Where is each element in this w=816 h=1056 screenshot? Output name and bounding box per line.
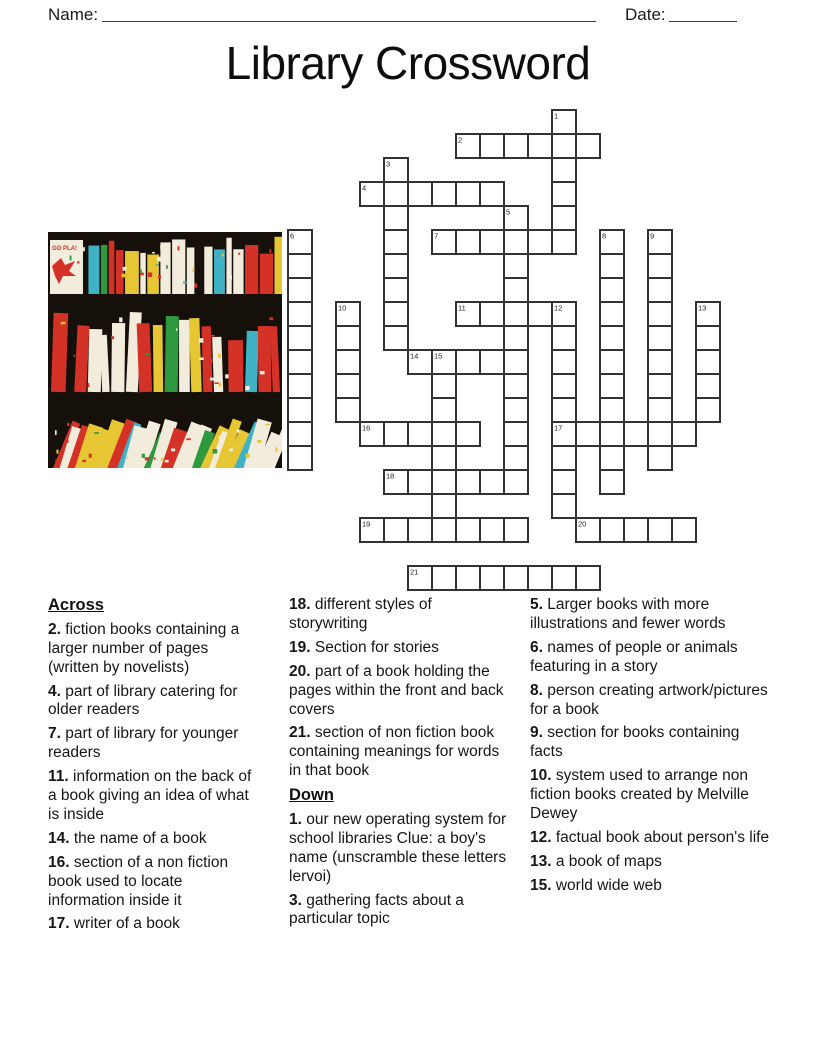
clue-column-middle [289,596,513,934]
clue-number-label: 5. [530,596,548,613]
grid-number: 4 [362,183,367,193]
clue-item-19: 19. Section for stories [289,638,439,656]
grid-cell [504,566,528,590]
grid-cell [384,326,408,350]
grid-cell [600,398,624,422]
grid-cell [600,422,624,446]
grid-cell [624,422,648,446]
clue-item-4: 4. part of library catering for older readers [48,682,238,719]
grid-cell [456,230,480,254]
grid-number: 10 [338,303,347,313]
grid-cell [528,302,552,326]
grid-cell [504,518,528,542]
grid-cell [552,326,576,350]
grid-number: 3 [386,159,391,169]
date-line [669,21,737,22]
grid-number: 21 [410,567,419,577]
grid-cell [408,182,432,206]
grid-cell [456,350,480,374]
clues-heading-across: Across [48,596,104,614]
clue-item-13: 13. a book of maps [530,852,662,870]
grid-number: 20 [578,519,587,529]
grid-cell [624,518,648,542]
grid-cell [504,326,528,350]
grid-cell [456,518,480,542]
clue-number-label: 4. [48,682,66,700]
grid-cell [552,566,576,590]
grid-cell [552,494,576,518]
clue-item-18: 18. different styles of storywriting [289,596,432,632]
name-line [102,21,596,22]
clue-number-label: 16. [48,853,74,871]
grid-cell [504,278,528,302]
grid-cell [288,278,312,302]
grid-cell [432,182,456,206]
grid-number: 11 [458,303,466,313]
grid-cell [648,278,672,302]
clue-item-14: 14. the name of a book [48,829,207,847]
clue-item-5: 5. Larger books with more illustrations and fewer words [530,596,726,632]
clue-number-label: 2. [48,620,66,638]
clue-item-15: 15. world wide web [530,876,662,894]
clue-item-10: 10. system used to arrange non fiction books created by Melville Dewey [530,767,749,823]
clue-number-label: 1. [289,810,307,828]
clue-item-3: 3. gathering facts about a particular topic [289,891,464,928]
clue-number-label: 10. [530,767,556,785]
grid-cell [456,422,480,446]
grid-cell [384,278,408,302]
grid-cell [696,326,720,350]
grid-cell [528,566,552,590]
clue-item-21: 21. section of non fiction book containing meanings for words in that book [289,724,500,780]
grid-cell [432,566,456,590]
clue-item-6: 6. names of people or animals featuring in a story [530,638,738,675]
clue-number-label: 19. [289,638,315,656]
grid-cell [456,566,480,590]
grid-cell [600,278,624,302]
crossword-grid [286,108,723,593]
grid-cell [552,470,576,494]
clue-number-label: 9. [530,724,548,742]
clue-column-down [530,596,776,901]
grid-cell [432,398,456,422]
grid-number: 9 [650,231,655,241]
grid-cell [336,350,360,374]
grid-cell [528,134,552,158]
grid-cell [336,326,360,350]
grid-cell [480,518,504,542]
grid-number: 14 [410,351,419,361]
clue-item-12: 12. factual book about person's life [530,828,770,846]
grid-cell [648,398,672,422]
grid-cell [552,134,576,158]
grid-cell [504,134,528,158]
clue-number-label: 11. [48,768,73,786]
grid-cell [480,230,504,254]
grid-cell [336,374,360,398]
grid-cell [288,422,312,446]
grid-cell [504,446,528,470]
grid-cell [648,326,672,350]
grid-cell [480,134,504,158]
grid-cell [480,350,504,374]
grid-cell [696,350,720,374]
grid-cell [600,302,624,326]
clue-number-label: 6. [530,638,548,656]
grid-cell [576,566,600,590]
grid-cell [696,398,720,422]
date-label: Date: [625,5,666,24]
clues-heading-down: Down [289,786,334,805]
grid-cell [576,422,600,446]
grid-cell [432,422,456,446]
clue-item-17: 17. writer of a book [48,915,180,933]
grid-cell [600,254,624,278]
grid-cell [408,518,432,542]
grid-cell [384,254,408,278]
grid-cell [648,446,672,470]
grid-cell [648,254,672,278]
grid-cell [504,422,528,446]
grid-number: 16 [362,423,371,433]
grid-number: 1 [554,111,559,121]
grid-number: 8 [602,231,607,241]
clue-number-label: 17. [48,915,74,933]
grid-number: 7 [434,231,439,241]
grid-cell [528,230,552,254]
grid-cell [480,302,504,326]
grid-cell [504,374,528,398]
bookshelf-image [48,232,282,468]
grid-cell [480,566,504,590]
clue-item-11: 11. information on the back of a book giving an idea of what is inside [48,768,252,823]
grid-cell [552,158,576,182]
grid-cell [600,446,624,470]
page-title: Library Crossword [225,37,591,89]
grid-cell [504,302,528,326]
grid-cell [552,206,576,230]
grid-cell [288,254,312,278]
grid-cell [336,398,360,422]
grid-cell [408,422,432,446]
clue-number-label: 8. [530,681,548,699]
clue-item-9: 9. section for books containing facts [530,724,740,761]
grid-cell [480,182,504,206]
grid-cell [384,422,408,446]
grid-cell [288,398,312,422]
grid-cell [576,134,600,158]
grid-cell [600,470,624,494]
grid-cell [600,374,624,398]
grid-cell [456,470,480,494]
grid-number: 19 [362,519,371,529]
grid-cell [504,470,528,494]
grid-cell [480,470,504,494]
grid-cell [432,446,456,470]
grid-cell [552,230,576,254]
grid-cell [672,518,696,542]
grid-cell [672,422,696,446]
clue-item-16: 16. section of a non fiction book used to locate information inside it [48,853,229,909]
grid-cell [288,326,312,350]
grid-cell [384,230,408,254]
grid-cell [648,422,672,446]
grid-cell [432,518,456,542]
grid-number: 13 [698,303,707,313]
grid-cell [384,302,408,326]
grid-cell [432,470,456,494]
clue-item-8: 8. person creating artwork/pictures for a book [530,681,768,718]
grid-cell [504,230,528,254]
grid-cell [432,374,456,398]
clue-number-label: 21. [289,724,315,742]
grid-number: 18 [386,471,395,481]
grid-cell [288,350,312,374]
clue-item-2: 2. fiction books containing a larger number of pages (written by novelists) [48,620,240,676]
grid-cell [504,350,528,374]
clue-number-label: 12. [530,828,556,846]
grid-cell [648,374,672,398]
clue-number-label: 14. [48,829,74,847]
grid-cell [552,350,576,374]
grid-cell [384,182,408,206]
grid-cell [648,518,672,542]
book-cover-text: GO PLA! [52,246,77,252]
clue-number-label: 15. [530,876,556,894]
clue-item-20: 20. part of a book holding the pages within the front and back covers [289,662,504,718]
grid-cell [384,206,408,230]
grid-cell [384,518,408,542]
grid-cell [456,182,480,206]
grid-number: 5 [506,207,511,217]
grid-number: 6 [290,231,295,241]
clue-number-label: 13. [530,852,556,870]
clue-item-7: 7. part of library for younger readers [48,725,239,762]
grid-cell [288,374,312,398]
grid-cell [600,350,624,374]
grid-cell [288,446,312,470]
clue-number-label: 3. [289,891,307,909]
grid-cell [288,302,312,326]
grid-cell [552,398,576,422]
grid-cell [696,374,720,398]
grid-cell [600,518,624,542]
grid-number: 2 [458,135,463,145]
grid-cell [552,374,576,398]
clue-number-label: 20. [289,662,315,680]
clue-item-1: 1. our new operating system for school libraries Clue: a boy's name (unscramble these letters lervoi) [289,810,507,885]
grid-cell [504,398,528,422]
grid-cell [648,302,672,326]
name-label: Name: [48,5,99,24]
grid-number: 12 [554,303,563,313]
clue-number-label: 7. [48,725,66,743]
grid-cell [600,326,624,350]
clue-number-label: 18. [289,596,315,613]
grid-cell [432,494,456,518]
grid-number: 15 [434,351,443,361]
grid-cell [552,182,576,206]
grid-cell [504,254,528,278]
grid-cell [408,470,432,494]
grid-number: 17 [554,423,563,433]
grid-cell [552,446,576,470]
clue-column-across [48,596,254,939]
grid-cell [648,350,672,374]
